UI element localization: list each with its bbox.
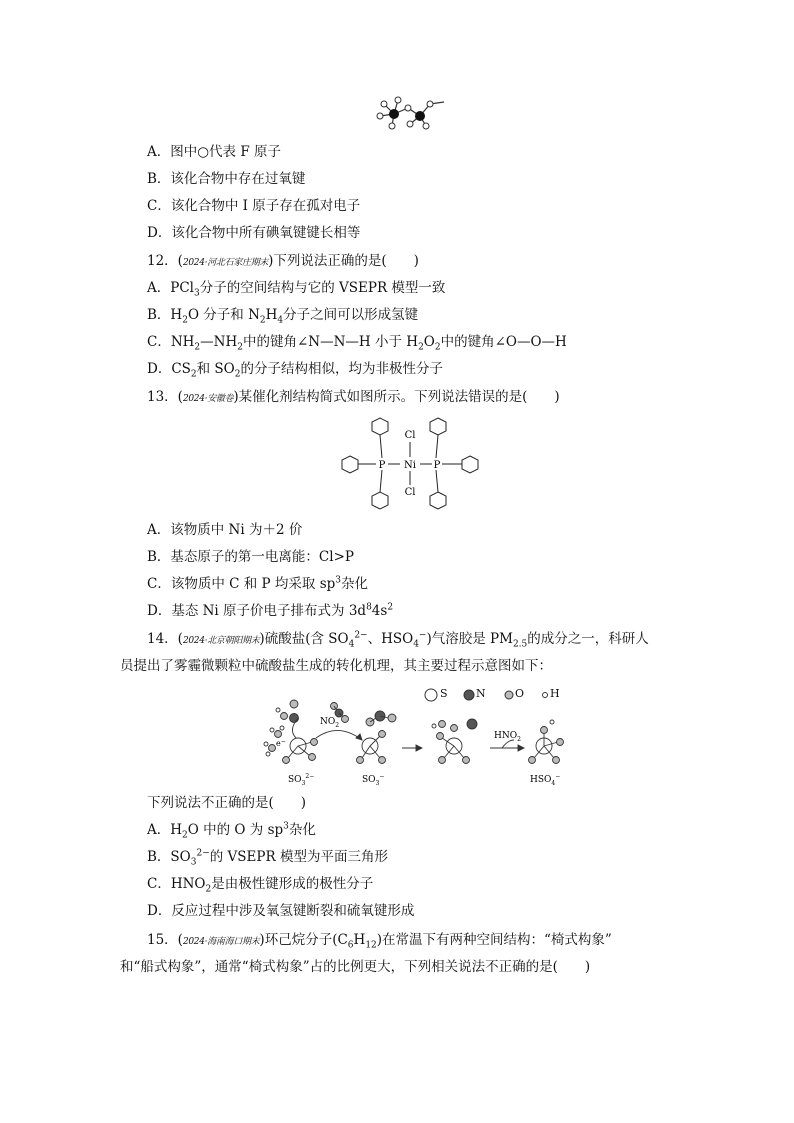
question-source: 2024·河北石家庄期末: [182, 258, 269, 268]
q11-option-c: C．该化合物中 I 原子存在孤对电子: [147, 198, 361, 214]
q11-option-a: A．图中○代表 F 原子: [147, 144, 281, 160]
molecule-figure-q11: [370, 94, 450, 134]
q13-option-a: A．该物质中 Ni 为＋2 价: [147, 522, 303, 538]
q11-option-b: B．该化合物中存在过氧键: [147, 171, 306, 187]
q13-stem: 13．(2024·安徽卷)某催化剂结构简式如图所示。下列说法错误的是( ): [147, 389, 560, 405]
electron-label: e−: [276, 738, 286, 748]
sulfate-mechanism-figure: [258, 698, 578, 788]
q12-option-d: D．$CS_2$和 $SO_2$的分子结构相似，均为非极性分子: [147, 361, 443, 380]
no2-label: $NO_2$: [320, 717, 340, 729]
q12-option-a: A．PCl$_3$分子的空间结构与它的 VSEPR 模型一致: [147, 280, 446, 299]
q12-option-b: B．$H_2O$ 分子和 $N_2H_4$分子之间可以形成氢键: [147, 307, 419, 326]
p-right-label: P: [433, 460, 441, 471]
ni-label: Ni: [404, 460, 416, 471]
q11-option-d: D．该化合物中所有碘氧键键长相等: [147, 225, 361, 241]
q12-option-c: C．$NH_2—NH_2$中的键角∠N—N—H 小于 $H_2O_2$中的键角∠O—O—H: [147, 334, 567, 353]
q14-stem-line2: 员提出了雾霾微颗粒中硫酸盐生成的转化机理，其主要过程示意图如下：: [120, 658, 552, 674]
q13-option-c: C．该物质中 C 和 P 均采取 $sp^3$杂化: [147, 575, 369, 592]
legend-o: O: [515, 687, 525, 700]
q14-option-b: B．$SO_3^{2-}$的 VSEPR 模型为平面三角形: [147, 848, 388, 868]
q13-option-b: B．基态原子的第一电离能：Cl>P: [147, 549, 354, 565]
q14-option-c: C．$HNO_2$是由极性键形成的极性分子: [147, 876, 374, 895]
cl-top-label: Cl: [404, 430, 416, 441]
catalyst-structure-figure: [330, 412, 490, 522]
q14-option-d: D．反应过程中涉及氧氢键断裂和硫氧键形成: [147, 903, 415, 919]
question-text: )下列说法正确的是( ): [268, 253, 419, 269]
question-source: 2024·安徽卷: [182, 394, 234, 404]
q14-stem: 14．(2024·北京朝阳期末)硫酸盐(含 $SO_4^{2-}$、$HSO_4^-$)气溶胶是 $PM_{2.5}$的成分之一，科研人: [147, 630, 649, 650]
q14-question: 下列说法不正确的是( ): [147, 795, 307, 811]
cl-bottom-label: Cl: [404, 487, 416, 498]
q12-stem: [147, 252, 419, 272]
so3-minus-label: $SO_3^-$: [362, 773, 385, 787]
p-left-label: P: [378, 460, 386, 471]
hso4-minus-label: $HSO_4^-$: [530, 773, 561, 787]
so3-2minus-label: $SO_3^{2-}$: [288, 773, 315, 787]
q15-stem-line2: 和“船式构象”，通常“椅式构象”占的比例更大，下列相关说法不正确的是( ): [120, 959, 591, 975]
q14-option-a: A．$H_2O$ 中的 O 为 $sp^3$杂化: [147, 821, 316, 841]
legend-h: H: [550, 687, 560, 700]
q13-option-d: D．基态 Ni 原子价电子排布式为 $3d^84s^2$: [147, 602, 394, 619]
question-number: 12．(: [147, 253, 183, 269]
q15-stem: 15．(2024·海南海口期末)环己烷分子$(C_6H_{12})$在常温下有两种空间结构：“椅式构象”: [147, 932, 612, 951]
legend-s: S: [440, 687, 448, 700]
hno2-label: $HNO_2$: [494, 731, 521, 743]
question-source: 2024·海南海口期末: [182, 937, 260, 947]
question-source: 2024·北京朝阳期末: [182, 636, 260, 646]
legend-n: N: [476, 687, 486, 700]
